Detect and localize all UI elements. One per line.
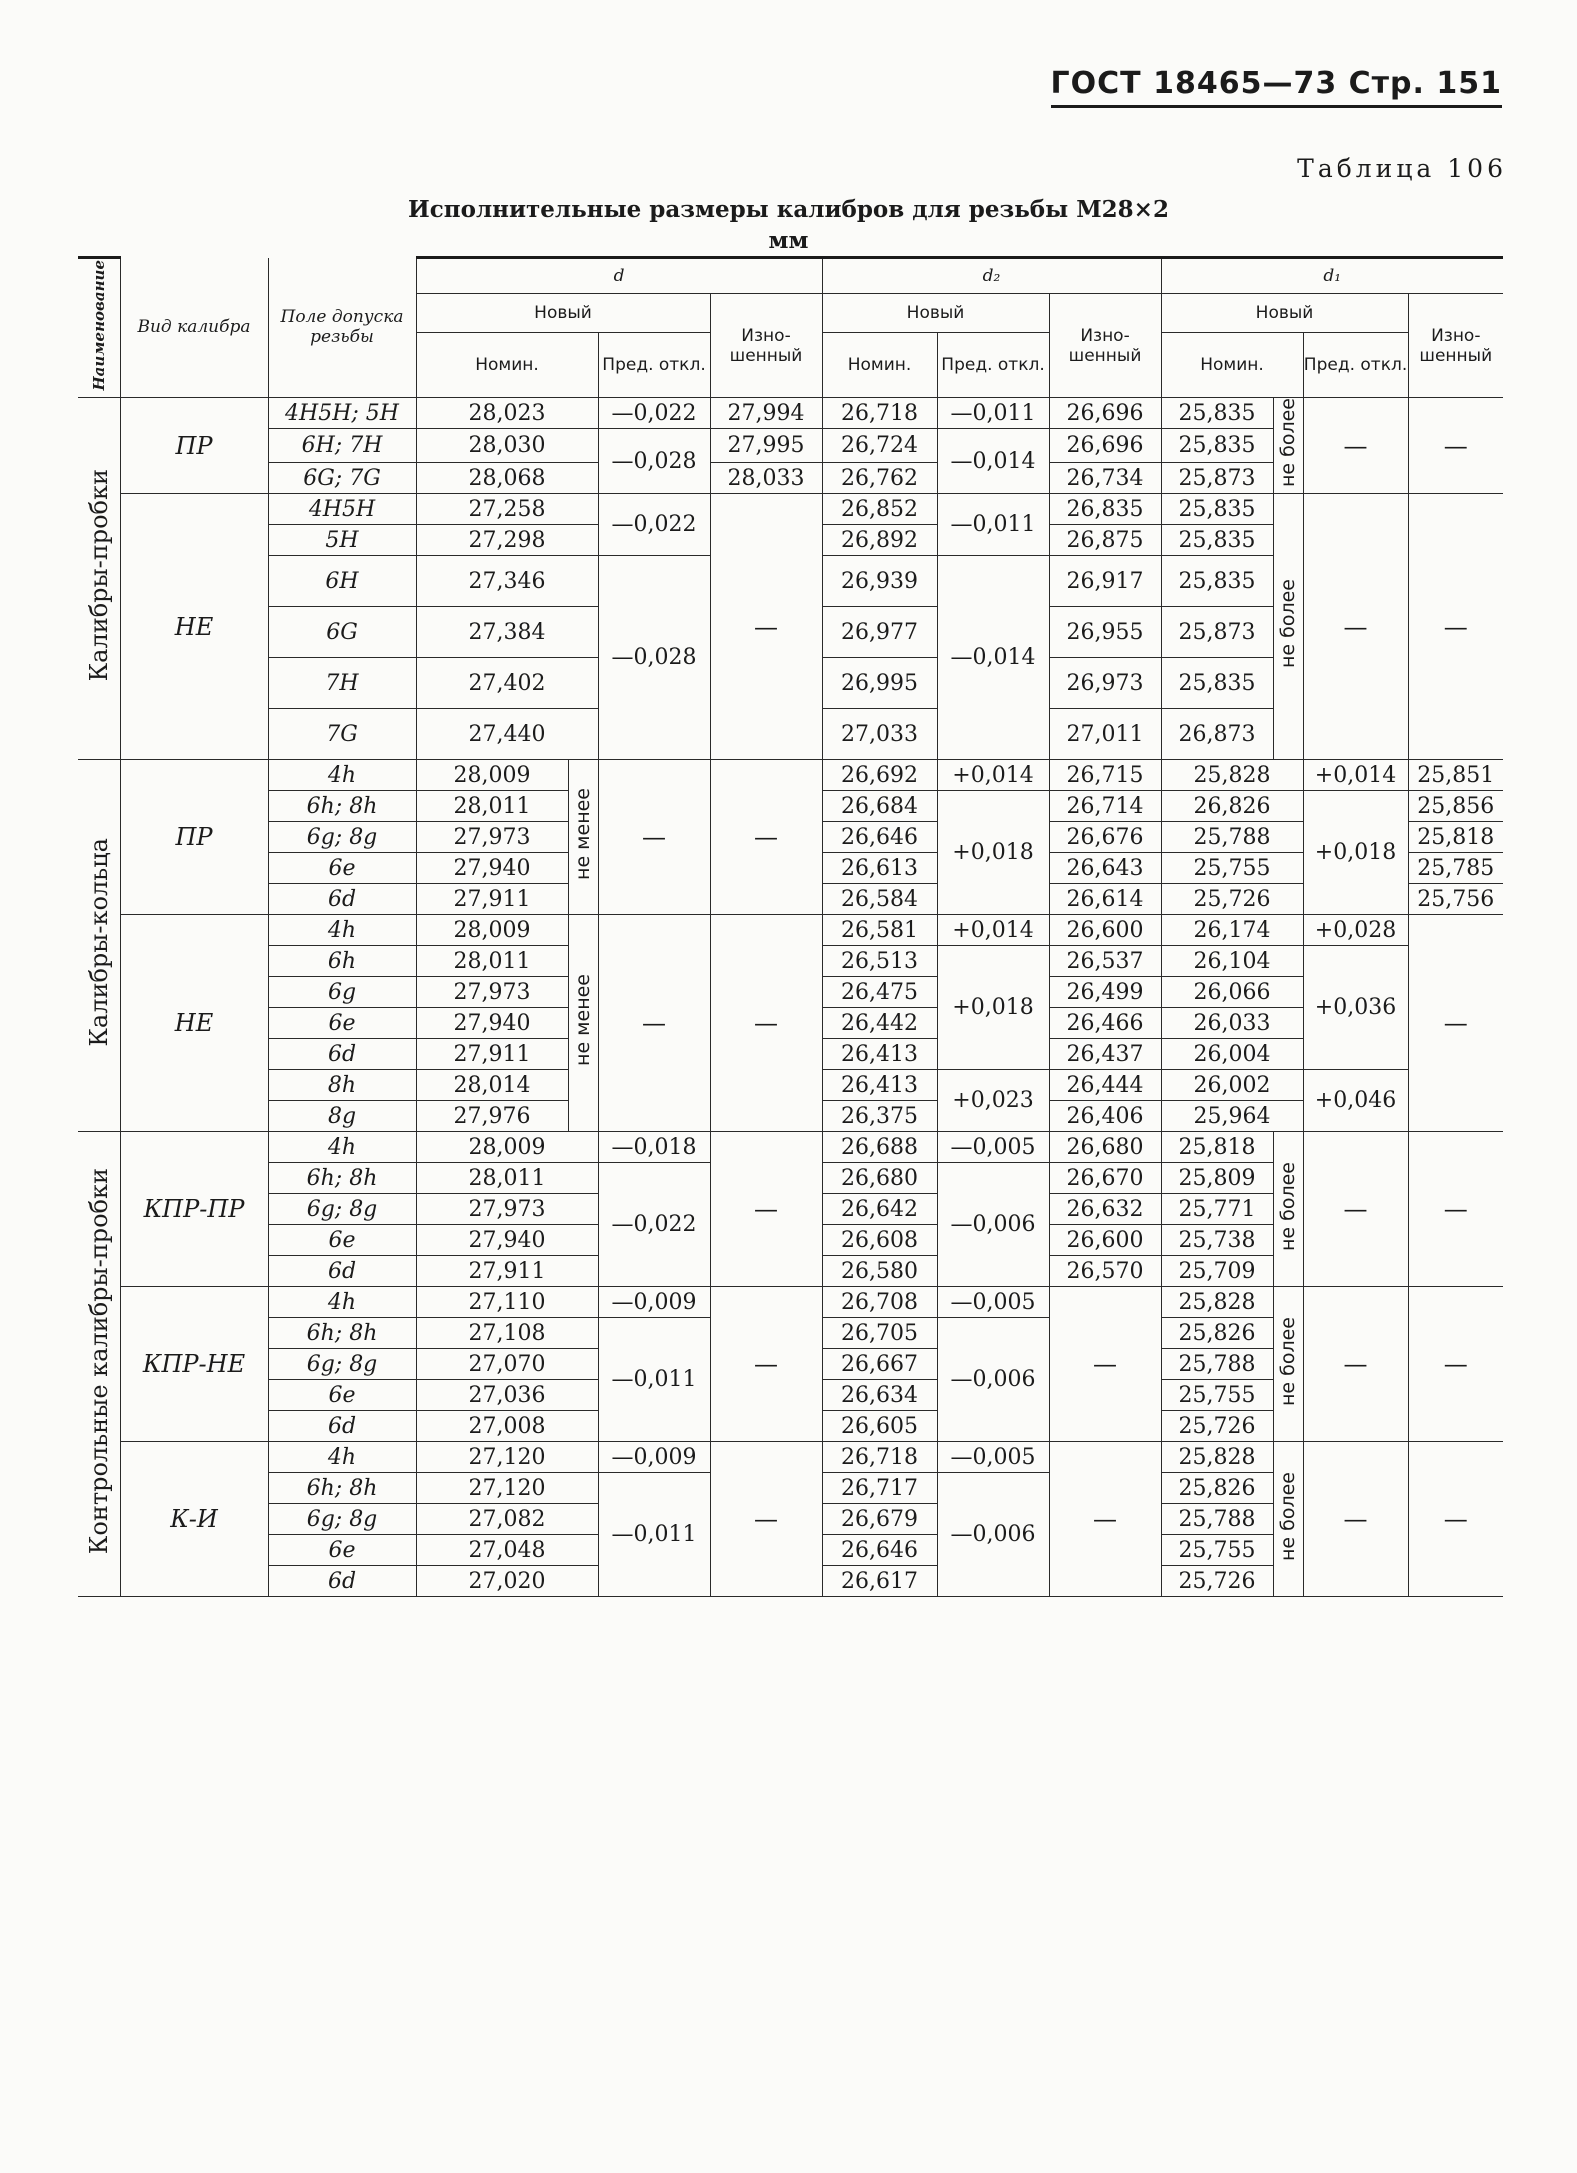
table-row [78,494,1503,525]
d1-nom-cell: 25,835 [1161,525,1273,556]
d2-nom-cell: 26,939 [822,556,937,607]
table-row [78,1442,1503,1473]
note-max: не более [1273,494,1303,760]
d2-dev-cell: +0,018 [937,946,1049,1070]
d2-worn-cell: 26,466 [1049,1008,1161,1039]
d1-nom-cell: 25,835 [1161,658,1273,709]
d-nom-cell: 28,009 [416,1132,598,1163]
d1-nom-cell: 25,809 [1161,1163,1273,1194]
d1-worn-dash: — [1408,494,1503,760]
d-worn-cell: 28,033 [710,463,822,494]
d2-dev-cell: —0,011 [937,398,1049,429]
d1-nom-cell: 25,788 [1161,822,1303,853]
d-dev-cell: —0,028 [598,556,710,760]
d1-dev-dash: — [1303,1287,1408,1442]
d2-worn-dash: — [1049,1287,1161,1442]
table-row [78,1132,1503,1163]
d2-worn-cell: 26,600 [1049,915,1161,946]
d1-nom-cell: 25,828 [1161,1442,1273,1473]
table-number: Таблица 106 [1297,154,1507,183]
head-field: Поле допуска резьбы [268,258,416,398]
d-nom-cell: 27,384 [416,607,598,658]
d-nom-cell: 28,011 [416,791,568,822]
d-worn-dash: — [710,915,822,1132]
note-min: не менее [568,760,598,915]
d-dev-cell: —0,011 [598,1473,710,1597]
d2-nom-cell: 26,646 [822,1535,937,1566]
field-cell: 6g; 8g [268,822,416,853]
d1-nom-cell: 26,066 [1161,977,1303,1008]
d1-nom-cell: 26,873 [1161,709,1273,760]
d2-worn-cell: 26,973 [1049,658,1161,709]
d1-nom-cell: 25,755 [1161,853,1303,884]
d2-worn-cell: 26,676 [1049,822,1161,853]
d2-worn-cell: 26,670 [1049,1163,1161,1194]
d2-nom-cell: 26,617 [822,1566,937,1597]
d2-dev-cell: —0,006 [937,1473,1049,1597]
d2-worn-cell: 26,406 [1049,1101,1161,1132]
d2-nom-cell: 26,634 [822,1380,937,1411]
d-worn-cell: 27,995 [710,429,822,463]
d2-dev-cell: +0,023 [937,1070,1049,1132]
head-d1-worn: Изно-шенный [1408,294,1503,398]
d2-nom-cell: 26,605 [822,1411,937,1442]
d2-nom-cell: 26,724 [822,429,937,463]
field-cell: 6d [268,1256,416,1287]
table-head [78,258,1503,398]
field-cell: 6g; 8g [268,1194,416,1225]
d-nom-cell: 28,009 [416,760,568,791]
d1-dev-cell: +0,028 [1303,915,1408,946]
field-cell: 6e [268,853,416,884]
head-d2-nom: Номин. [822,333,937,398]
note-max: не более [1273,1442,1303,1597]
d2-worn-cell: 26,499 [1049,977,1161,1008]
d-dev-cell: —0,018 [598,1132,710,1163]
field-cell: 6h; 8h [268,1473,416,1504]
field-cell: 6H [268,556,416,607]
d-nom-cell: 27,346 [416,556,598,607]
d2-dev-cell: —0,006 [937,1163,1049,1287]
d-nom-cell: 27,036 [416,1380,598,1411]
d2-worn-cell: 26,715 [1049,760,1161,791]
d2-nom-cell: 26,580 [822,1256,937,1287]
d2-worn-cell: 26,955 [1049,607,1161,658]
kind-label: ПР [120,760,268,915]
d2-nom-cell: 26,705 [822,1318,937,1349]
d1-dev-dash: — [1303,1442,1408,1597]
d2-worn-cell: 26,917 [1049,556,1161,607]
d2-worn-cell: 26,734 [1049,463,1161,494]
field-cell: 4H5H; 5H [268,398,416,429]
d1-nom-cell: 25,835 [1161,494,1273,525]
head-kind: Вид калибра [120,258,268,398]
d1-nom-cell: 25,738 [1161,1225,1273,1256]
d2-nom-cell: 26,584 [822,884,937,915]
d-nom-cell: 27,070 [416,1349,598,1380]
d2-nom-cell: 26,413 [822,1039,937,1070]
d1-worn-dash: — [1408,398,1503,494]
d2-dev-cell: —0,014 [937,429,1049,494]
field-cell: 6d [268,1566,416,1597]
d-nom-cell: 27,020 [416,1566,598,1597]
field-cell: 8h [268,1070,416,1101]
d1-nom-cell: 26,104 [1161,946,1303,977]
field-cell: 6d [268,1039,416,1070]
d2-nom-cell: 26,680 [822,1163,937,1194]
d1-worn-dash: — [1408,1132,1503,1287]
d1-nom-cell: 25,835 [1161,398,1273,429]
head-d2: d₂ [822,258,1161,294]
d-dev-cell: —0,009 [598,1442,710,1473]
d-worn-cell: 27,994 [710,398,822,429]
page-header: ГОСТ 18465—73 Стр. 151 [1051,66,1502,108]
d2-nom-cell: 27,033 [822,709,937,760]
d1-worn-cell: 25,818 [1408,822,1503,853]
kind-label: КПР-ПР [120,1132,268,1287]
d2-nom-cell: 26,852 [822,494,937,525]
d1-nom-cell: 25,788 [1161,1504,1273,1535]
d2-nom-cell: 26,442 [822,1008,937,1039]
caption-unit: мм [768,227,809,254]
d-nom-cell: 27,973 [416,977,568,1008]
d-worn-dash: — [710,760,822,915]
d-nom-cell: 27,940 [416,1225,598,1256]
field-cell: 6e [268,1380,416,1411]
d-nom-cell: 28,068 [416,463,598,494]
d-nom-cell: 28,030 [416,429,598,463]
head-name: Наименование [78,258,120,398]
d-nom-cell: 28,023 [416,398,598,429]
head-d-worn: Изно-шенный [710,294,822,398]
d1-dev-cell: +0,036 [1303,946,1408,1070]
group-label: Контрольные калибры-пробки [78,1132,120,1597]
d2-worn-cell: 26,875 [1049,525,1161,556]
d2-nom-cell: 26,892 [822,525,937,556]
d-nom-cell: 27,008 [416,1411,598,1442]
field-cell: 4h [268,1132,416,1163]
head-d-nom: Номин. [416,333,598,398]
d-nom-cell: 27,110 [416,1287,598,1318]
field-cell: 4h [268,760,416,791]
field-cell: 6h; 8h [268,1163,416,1194]
d-nom-cell: 27,440 [416,709,598,760]
d-nom-cell: 27,976 [416,1101,568,1132]
d2-dev-cell: +0,014 [937,760,1049,791]
d1-nom-cell: 25,771 [1161,1194,1273,1225]
d-dev-dash: — [598,915,710,1132]
caption-title: Исполнительные размеры калибров для резьбы М28×2 [408,196,1169,223]
table-row [78,915,1503,946]
field-cell: 6h; 8h [268,791,416,822]
d2-nom-cell: 26,513 [822,946,937,977]
field-cell: 6h [268,946,416,977]
d1-dev-cell: +0,014 [1303,760,1408,791]
d2-nom-cell: 26,608 [822,1225,937,1256]
field-cell: 4h [268,915,416,946]
field-cell: 6d [268,1411,416,1442]
d-worn-dash: — [710,1132,822,1287]
kind-label: НЕ [120,494,268,760]
group-label: Калибры-кольца [78,760,120,1132]
field-cell: 6g; 8g [268,1504,416,1535]
d2-nom-cell: 26,581 [822,915,937,946]
d2-nom-cell: 26,684 [822,791,937,822]
d1-dev-dash: — [1303,398,1408,494]
field-cell: 6e [268,1225,416,1256]
field-cell: 5H [268,525,416,556]
d1-nom-cell: 25,726 [1161,1411,1273,1442]
head-d1: d₁ [1161,258,1503,294]
head-d1-new: Новый [1161,294,1408,333]
field-cell: 6d [268,884,416,915]
d2-dev-cell: —0,005 [937,1442,1049,1473]
head-d2-worn: Изно-шенный [1049,294,1161,398]
d1-worn-cell: 25,851 [1408,760,1503,791]
head-d: d [416,258,822,294]
note-max: не более [1273,398,1303,494]
d-nom-cell: 27,911 [416,884,568,915]
gauge-sizes-table [78,256,1503,1597]
head-d2-new: Новый [822,294,1049,333]
d2-dev-cell: —0,005 [937,1132,1049,1163]
d2-nom-cell: 26,692 [822,760,937,791]
d-nom-cell: 27,108 [416,1318,598,1349]
d2-nom-cell: 26,762 [822,463,937,494]
d2-worn-cell: 26,600 [1049,1225,1161,1256]
kind-label: ПР [120,398,268,494]
d2-worn-cell: 26,680 [1049,1132,1161,1163]
d-nom-cell: 27,298 [416,525,598,556]
d1-worn-dash: — [1408,1287,1503,1442]
d-dev-cell: —0,022 [598,494,710,556]
field-cell: 6G [268,607,416,658]
d1-nom-cell: 26,174 [1161,915,1303,946]
d1-worn-cell: 25,785 [1408,853,1503,884]
d2-nom-cell: 26,667 [822,1349,937,1380]
kind-label: КПР-НЕ [120,1287,268,1442]
d2-nom-cell: 26,375 [822,1101,937,1132]
d1-nom-cell: 26,826 [1161,791,1303,822]
field-cell: 6g; 8g [268,1349,416,1380]
d2-worn-cell: 26,437 [1049,1039,1161,1070]
d2-dev-cell: +0,014 [937,915,1049,946]
d2-nom-cell: 26,646 [822,822,937,853]
head-d2-dev: Пред. откл. [937,333,1049,398]
d2-nom-cell: 26,718 [822,1442,937,1473]
d2-dev-cell: —0,014 [937,556,1049,760]
note-max: не более [1273,1287,1303,1442]
d2-nom-cell: 26,613 [822,853,937,884]
head-d1-dev: Пред. откл. [1303,333,1408,398]
d2-nom-cell: 26,642 [822,1194,937,1225]
d2-nom-cell: 26,708 [822,1287,937,1318]
d1-nom-cell: 25,826 [1161,1318,1273,1349]
d-nom-cell: 27,973 [416,1194,598,1225]
d-nom-cell: 27,911 [416,1039,568,1070]
d2-worn-cell: 26,632 [1049,1194,1161,1225]
d2-worn-dash: — [1049,1442,1161,1597]
d2-nom-cell: 26,718 [822,398,937,429]
d1-nom-cell: 25,755 [1161,1535,1273,1566]
d1-nom-cell: 25,835 [1161,429,1273,463]
d-nom-cell: 27,973 [416,822,568,853]
d2-nom-cell: 26,717 [822,1473,937,1504]
field-cell: 6e [268,1535,416,1566]
d2-nom-cell: 26,413 [822,1070,937,1101]
d2-worn-cell: 26,614 [1049,884,1161,915]
field-cell: 6G; 7G [268,463,416,494]
d1-nom-cell: 25,828 [1161,1287,1273,1318]
d2-worn-cell: 26,696 [1049,398,1161,429]
d1-nom-cell: 25,828 [1161,760,1303,791]
d2-dev-cell: —0,005 [937,1287,1049,1318]
d1-nom-cell: 25,755 [1161,1380,1273,1411]
d-worn-dash: — [710,1287,822,1442]
d1-nom-cell: 25,726 [1161,884,1303,915]
d2-worn-cell: 26,696 [1049,429,1161,463]
d1-worn-dash: — [1408,915,1503,1132]
d2-nom-cell: 26,977 [822,607,937,658]
d-nom-cell: 27,120 [416,1442,598,1473]
note-max: не более [1273,1132,1303,1287]
table-body [78,398,1503,1597]
d-nom-cell: 28,009 [416,915,568,946]
field-cell: 6h; 8h [268,1318,416,1349]
d1-dev-cell: +0,046 [1303,1070,1408,1132]
d-dev-cell: —0,028 [598,429,710,494]
d-nom-cell: 27,940 [416,1008,568,1039]
d2-dev-cell: —0,011 [937,494,1049,556]
table-row [78,398,1503,429]
d-dev-cell: —0,022 [598,1163,710,1287]
d-nom-cell: 27,940 [416,853,568,884]
field-cell: 4H5H [268,494,416,525]
field-cell: 4h [268,1442,416,1473]
d1-dev-dash: — [1303,1132,1408,1287]
d1-nom-cell: 25,788 [1161,1349,1273,1380]
d1-worn-dash: — [1408,1442,1503,1597]
d-nom-cell: 27,082 [416,1504,598,1535]
d-dev-cell: —0,009 [598,1287,710,1318]
d2-worn-cell: 26,444 [1049,1070,1161,1101]
d2-worn-cell: 26,570 [1049,1256,1161,1287]
d1-worn-cell: 25,756 [1408,884,1503,915]
field-cell: 7H [268,658,416,709]
d2-worn-cell: 26,643 [1049,853,1161,884]
head-d-dev: Пред. откл. [598,333,710,398]
d2-nom-cell: 26,679 [822,1504,937,1535]
table-row [78,760,1503,791]
d1-nom-cell: 25,818 [1161,1132,1273,1163]
d2-nom-cell: 26,475 [822,977,937,1008]
d-dev-dash: — [598,760,710,915]
d1-nom-cell: 26,004 [1161,1039,1303,1070]
d2-worn-cell: 26,835 [1049,494,1161,525]
d1-nom-cell: 25,709 [1161,1256,1273,1287]
d1-nom-cell: 25,873 [1161,607,1273,658]
d2-dev-cell: +0,018 [937,791,1049,915]
d1-nom-cell: 26,033 [1161,1008,1303,1039]
d-dev-cell: —0,022 [598,398,710,429]
d2-dev-cell: —0,006 [937,1318,1049,1442]
d-nom-cell: 28,011 [416,1163,598,1194]
d2-worn-cell: 26,537 [1049,946,1161,977]
d2-worn-cell: 26,714 [1049,791,1161,822]
d-nom-cell: 27,258 [416,494,598,525]
kind-label: К-И [120,1442,268,1597]
d2-nom-cell: 26,688 [822,1132,937,1163]
field-cell: 6H; 7H [268,429,416,463]
head-d-new: Новый [416,294,710,333]
head-d1-nom: Номин. [1161,333,1303,398]
d1-nom-cell: 26,002 [1161,1070,1303,1101]
d-worn-dash: — [710,1442,822,1597]
group-label: Калибры-пробки [78,398,120,760]
d-nom-cell: 27,048 [416,1535,598,1566]
kind-label: НЕ [120,915,268,1132]
note-min: не менее [568,915,598,1132]
table-wrapper [78,256,1503,1597]
d2-worn-cell: 27,011 [1049,709,1161,760]
d1-dev-cell: +0,018 [1303,791,1408,915]
d-nom-cell: 28,014 [416,1070,568,1101]
table-caption [0,194,1577,256]
d2-nom-cell: 26,995 [822,658,937,709]
d1-nom-cell: 25,726 [1161,1566,1273,1597]
field-cell: 7G [268,709,416,760]
d1-nom-cell: 25,873 [1161,463,1273,494]
d-nom-cell: 27,911 [416,1256,598,1287]
d1-worn-cell: 25,856 [1408,791,1503,822]
d-nom-cell: 27,120 [416,1473,598,1504]
d1-nom-cell: 25,835 [1161,556,1273,607]
d-nom-cell: 28,011 [416,946,568,977]
field-cell: 8g [268,1101,416,1132]
d1-dev-dash: — [1303,494,1408,760]
d-dev-cell: —0,011 [598,1318,710,1442]
table-row [78,1287,1503,1318]
d-nom-cell: 27,402 [416,658,598,709]
d1-nom-cell: 25,964 [1161,1101,1303,1132]
d1-nom-cell: 25,826 [1161,1473,1273,1504]
field-cell: 4h [268,1287,416,1318]
field-cell: 6e [268,1008,416,1039]
field-cell: 6g [268,977,416,1008]
d-worn-dash: — [710,494,822,760]
